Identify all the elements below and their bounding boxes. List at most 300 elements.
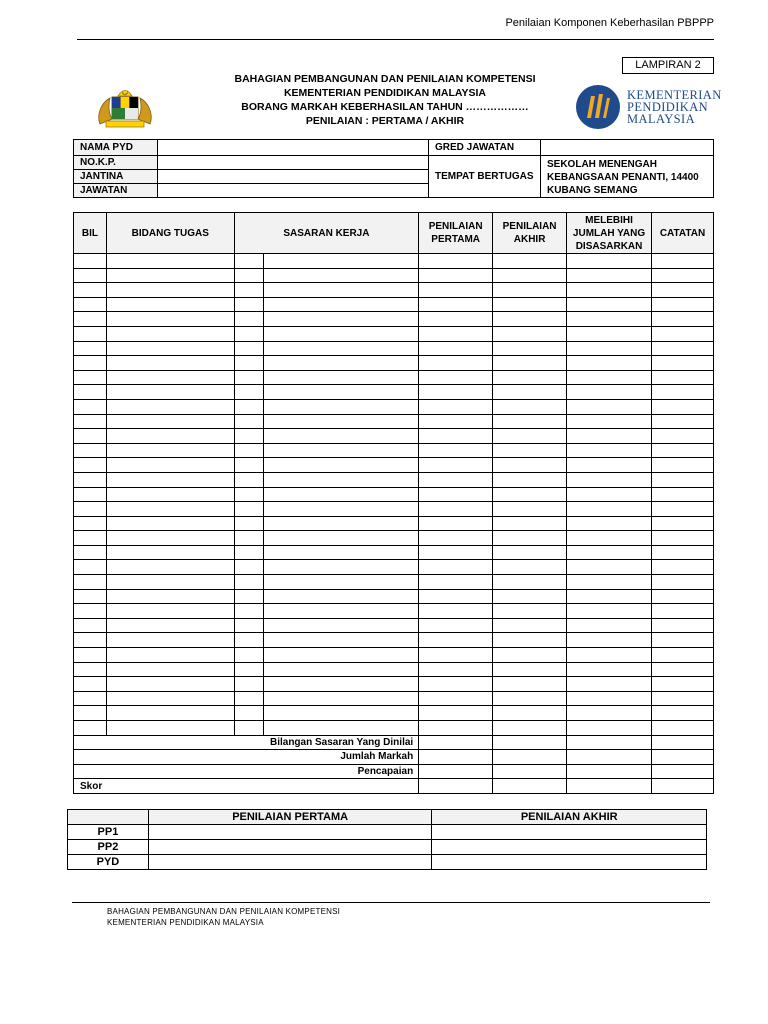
table-row	[74, 575, 714, 590]
sasaran-no-cell[interactable]	[234, 443, 263, 458]
catatan-cell[interactable]	[652, 648, 714, 663]
catatan-cell[interactable]	[652, 429, 714, 444]
bidang-cell[interactable]	[106, 297, 234, 312]
jawatan-field[interactable]	[158, 184, 429, 198]
table-row	[74, 677, 714, 692]
akhir-cell[interactable]	[493, 283, 567, 298]
bil-cell[interactable]	[74, 472, 107, 487]
sasaran-no-cell[interactable]	[234, 545, 263, 560]
sasaran-cell[interactable]	[263, 458, 419, 473]
bil-cell[interactable]	[74, 487, 107, 502]
bilangan-pertama-cell[interactable]	[419, 735, 493, 750]
sasaran-no-cell[interactable]	[234, 370, 263, 385]
catatan-cell[interactable]	[652, 268, 714, 283]
pertama-cell[interactable]	[419, 618, 493, 633]
sasaran-no-cell[interactable]	[234, 254, 263, 269]
sasaran-cell[interactable]	[263, 604, 419, 619]
pertama-cell[interactable]	[419, 706, 493, 721]
bidang-cell[interactable]	[106, 356, 234, 371]
catatan-cell[interactable]	[652, 531, 714, 546]
bil-cell[interactable]	[74, 502, 107, 517]
bidang-cell[interactable]	[106, 545, 234, 560]
pencapaian-akhir-cell[interactable]	[493, 764, 567, 779]
skor-pertama-cell[interactable]	[419, 779, 493, 794]
pertama-cell[interactable]	[419, 458, 493, 473]
pertama-cell[interactable]	[419, 721, 493, 736]
sasaran-no-cell[interactable]	[234, 312, 263, 327]
bil-cell[interactable]	[74, 662, 107, 677]
bidang-cell[interactable]	[106, 312, 234, 327]
pertama-cell[interactable]	[419, 589, 493, 604]
pertama-cell[interactable]	[419, 297, 493, 312]
sasaran-no-cell[interactable]	[234, 487, 263, 502]
catatan-cell[interactable]	[652, 458, 714, 473]
sasaran-cell[interactable]	[263, 648, 419, 663]
sasaran-cell[interactable]	[263, 618, 419, 633]
pertama-cell[interactable]	[419, 560, 493, 575]
sasaran-cell[interactable]	[263, 414, 419, 429]
bidang-cell[interactable]	[106, 502, 234, 517]
pertama-cell[interactable]	[419, 633, 493, 648]
pertama-cell[interactable]	[419, 326, 493, 341]
pertama-cell[interactable]	[419, 429, 493, 444]
skor-melebihi-cell[interactable]	[567, 779, 652, 794]
akhir-cell[interactable]	[493, 604, 567, 619]
sasaran-no-cell[interactable]	[234, 691, 263, 706]
akhir-cell[interactable]	[493, 399, 567, 414]
melebihi-cell[interactable]	[567, 326, 652, 341]
bil-cell[interactable]	[74, 283, 107, 298]
akhir-cell[interactable]	[493, 560, 567, 575]
bidang-cell[interactable]	[106, 370, 234, 385]
bil-cell[interactable]	[74, 297, 107, 312]
pertama-cell[interactable]	[419, 341, 493, 356]
bidang-cell[interactable]	[106, 706, 234, 721]
bil-cell[interactable]	[74, 721, 107, 736]
pencapaian-pertama-cell[interactable]	[419, 764, 493, 779]
melebihi-cell[interactable]	[567, 545, 652, 560]
bil-cell[interactable]	[74, 516, 107, 531]
sasaran-no-cell[interactable]	[234, 502, 263, 517]
bidang-cell[interactable]	[106, 443, 234, 458]
melebihi-cell[interactable]	[567, 618, 652, 633]
sasaran-no-cell[interactable]	[234, 414, 263, 429]
eval-pertama-cell[interactable]	[148, 825, 432, 840]
bidang-cell[interactable]	[106, 341, 234, 356]
bil-cell[interactable]	[74, 429, 107, 444]
sasaran-no-cell[interactable]	[234, 472, 263, 487]
jumlah-catatan-cell[interactable]	[652, 750, 714, 765]
bidang-cell[interactable]	[106, 385, 234, 400]
catatan-cell[interactable]	[652, 560, 714, 575]
akhir-cell[interactable]	[493, 545, 567, 560]
sasaran-cell[interactable]	[263, 472, 419, 487]
catatan-cell[interactable]	[652, 356, 714, 371]
akhir-cell[interactable]	[493, 706, 567, 721]
bil-cell[interactable]	[74, 341, 107, 356]
bidang-cell[interactable]	[106, 662, 234, 677]
sasaran-cell[interactable]	[263, 326, 419, 341]
sasaran-no-cell[interactable]	[234, 560, 263, 575]
melebihi-cell[interactable]	[567, 341, 652, 356]
table-row	[74, 312, 714, 327]
akhir-cell[interactable]	[493, 326, 567, 341]
melebihi-cell[interactable]	[567, 575, 652, 590]
bidang-cell[interactable]	[106, 268, 234, 283]
sasaran-no-cell[interactable]	[234, 618, 263, 633]
akhir-cell[interactable]	[493, 312, 567, 327]
sasaran-cell[interactable]	[263, 254, 419, 269]
bil-cell[interactable]	[74, 370, 107, 385]
bidang-cell[interactable]	[106, 487, 234, 502]
akhir-cell[interactable]	[493, 502, 567, 517]
pertama-cell[interactable]	[419, 575, 493, 590]
bil-cell[interactable]	[74, 356, 107, 371]
melebihi-cell[interactable]	[567, 706, 652, 721]
bidang-cell[interactable]	[106, 283, 234, 298]
pencapaian-melebihi-cell[interactable]	[567, 764, 652, 779]
catatan-cell[interactable]	[652, 341, 714, 356]
melebihi-cell[interactable]	[567, 429, 652, 444]
skor-catatan-cell[interactable]	[652, 779, 714, 794]
sasaran-cell[interactable]	[263, 399, 419, 414]
catatan-cell[interactable]	[652, 502, 714, 517]
akhir-cell[interactable]	[493, 472, 567, 487]
bil-cell[interactable]	[74, 399, 107, 414]
jumlah-pertama-cell[interactable]	[419, 750, 493, 765]
melebihi-cell[interactable]	[567, 370, 652, 385]
akhir-cell[interactable]	[493, 370, 567, 385]
melebihi-cell[interactable]	[567, 487, 652, 502]
catatan-cell[interactable]	[652, 633, 714, 648]
sasaran-cell[interactable]	[263, 545, 419, 560]
catatan-cell[interactable]	[652, 604, 714, 619]
bidang-cell[interactable]	[106, 618, 234, 633]
sasaran-cell[interactable]	[263, 487, 419, 502]
eval-akhir-cell[interactable]	[432, 825, 707, 840]
melebihi-cell[interactable]	[567, 312, 652, 327]
akhir-cell[interactable]	[493, 429, 567, 444]
sasaran-cell[interactable]	[263, 341, 419, 356]
bil-cell[interactable]	[74, 385, 107, 400]
melebihi-cell[interactable]	[567, 254, 652, 269]
melebihi-cell[interactable]	[567, 385, 652, 400]
pertama-cell[interactable]	[419, 648, 493, 663]
melebihi-cell[interactable]	[567, 662, 652, 677]
table-row	[74, 326, 714, 341]
melebihi-cell[interactable]	[567, 721, 652, 736]
bil-cell[interactable]	[74, 648, 107, 663]
sasaran-cell[interactable]	[263, 560, 419, 575]
melebihi-cell[interactable]	[567, 677, 652, 692]
bidang-cell[interactable]	[106, 399, 234, 414]
bil-cell[interactable]	[74, 677, 107, 692]
melebihi-cell[interactable]	[567, 297, 652, 312]
bidang-cell[interactable]	[106, 604, 234, 619]
bidang-cell[interactable]	[106, 633, 234, 648]
bilangan-melebihi-cell[interactable]	[567, 735, 652, 750]
bidang-cell[interactable]	[106, 677, 234, 692]
sasaran-cell[interactable]	[263, 633, 419, 648]
catatan-cell[interactable]	[652, 721, 714, 736]
akhir-cell[interactable]	[493, 516, 567, 531]
catatan-cell[interactable]	[652, 545, 714, 560]
catatan-cell[interactable]	[652, 297, 714, 312]
sasaran-cell[interactable]	[263, 385, 419, 400]
table-row	[74, 502, 714, 517]
jawatan-label: JAWATAN	[74, 184, 158, 198]
melebihi-cell[interactable]	[567, 633, 652, 648]
skor-akhir-cell[interactable]	[493, 779, 567, 794]
sasaran-no-cell[interactable]	[234, 531, 263, 546]
sasaran-no-cell[interactable]	[234, 429, 263, 444]
bidang-cell[interactable]	[106, 575, 234, 590]
pertama-cell[interactable]	[419, 385, 493, 400]
catatan-cell[interactable]	[652, 399, 714, 414]
melebihi-cell[interactable]	[567, 356, 652, 371]
catatan-cell[interactable]	[652, 312, 714, 327]
catatan-cell[interactable]	[652, 370, 714, 385]
gred-jawatan-field[interactable]	[541, 140, 714, 156]
catatan-cell[interactable]	[652, 589, 714, 604]
melebihi-cell[interactable]	[567, 648, 652, 663]
bil-cell[interactable]	[74, 618, 107, 633]
bidang-cell[interactable]	[106, 589, 234, 604]
pertama-cell[interactable]	[419, 691, 493, 706]
sasaran-no-cell[interactable]	[234, 589, 263, 604]
jumlah-melebihi-cell[interactable]	[567, 750, 652, 765]
sasaran-no-cell[interactable]	[234, 385, 263, 400]
pertama-cell[interactable]	[419, 677, 493, 692]
pertama-cell[interactable]	[419, 545, 493, 560]
melebihi-cell[interactable]	[567, 560, 652, 575]
sasaran-cell[interactable]	[263, 516, 419, 531]
melebihi-cell[interactable]	[567, 283, 652, 298]
bil-cell[interactable]	[74, 706, 107, 721]
akhir-cell[interactable]	[493, 721, 567, 736]
bil-cell[interactable]	[74, 545, 107, 560]
akhir-cell[interactable]	[493, 662, 567, 677]
sasaran-no-cell[interactable]	[234, 268, 263, 283]
sasaran-no-cell[interactable]	[234, 575, 263, 590]
nokp-field[interactable]	[158, 156, 429, 170]
bidang-cell[interactable]	[106, 458, 234, 473]
bilangan-akhir-cell[interactable]	[493, 735, 567, 750]
catatan-cell[interactable]	[652, 443, 714, 458]
eval-akhir-cell[interactable]	[432, 855, 707, 870]
sasaran-no-cell[interactable]	[234, 341, 263, 356]
catatan-cell[interactable]	[652, 283, 714, 298]
akhir-cell[interactable]	[493, 677, 567, 692]
akhir-cell[interactable]	[493, 341, 567, 356]
akhir-cell[interactable]	[493, 268, 567, 283]
akhir-cell[interactable]	[493, 633, 567, 648]
pencapaian-catatan-cell[interactable]	[652, 764, 714, 779]
sasaran-no-cell[interactable]	[234, 399, 263, 414]
sasaran-no-cell[interactable]	[234, 662, 263, 677]
bil-cell[interactable]	[74, 589, 107, 604]
sasaran-no-cell[interactable]	[234, 706, 263, 721]
sasaran-cell[interactable]	[263, 662, 419, 677]
bil-cell[interactable]	[74, 254, 107, 269]
sasaran-cell[interactable]	[263, 268, 419, 283]
sasaran-no-cell[interactable]	[234, 604, 263, 619]
catatan-cell[interactable]	[652, 414, 714, 429]
pertama-cell[interactable]	[419, 472, 493, 487]
akhir-cell[interactable]	[493, 385, 567, 400]
catatan-cell[interactable]	[652, 662, 714, 677]
akhir-cell[interactable]	[493, 458, 567, 473]
bil-cell[interactable]	[74, 633, 107, 648]
bidang-cell[interactable]	[106, 691, 234, 706]
bil-cell[interactable]	[74, 414, 107, 429]
pertama-cell[interactable]	[419, 662, 493, 677]
akhir-cell[interactable]	[493, 575, 567, 590]
sasaran-cell[interactable]	[263, 297, 419, 312]
akhir-cell[interactable]	[493, 648, 567, 663]
penilaian-table	[67, 809, 707, 870]
sasaran-cell[interactable]	[263, 312, 419, 327]
bil-cell[interactable]	[74, 443, 107, 458]
bil-cell[interactable]	[74, 604, 107, 619]
catatan-cell[interactable]	[652, 706, 714, 721]
melebihi-cell[interactable]	[567, 531, 652, 546]
melebihi-cell[interactable]	[567, 458, 652, 473]
sasaran-no-cell[interactable]	[234, 721, 263, 736]
bidang-cell[interactable]	[106, 414, 234, 429]
sasaran-no-cell[interactable]	[234, 516, 263, 531]
bil-cell[interactable]	[74, 268, 107, 283]
pertama-cell[interactable]	[419, 516, 493, 531]
melebihi-cell[interactable]	[567, 399, 652, 414]
sasaran-cell[interactable]	[263, 370, 419, 385]
pertama-cell[interactable]	[419, 268, 493, 283]
eval-pertama-cell[interactable]	[148, 855, 432, 870]
sasaran-no-cell[interactable]	[234, 458, 263, 473]
bidang-cell[interactable]	[106, 531, 234, 546]
sasaran-cell[interactable]	[263, 706, 419, 721]
sasaran-cell[interactable]	[263, 575, 419, 590]
pertama-cell[interactable]	[419, 487, 493, 502]
sasaran-cell[interactable]	[263, 721, 419, 736]
akhir-cell[interactable]	[493, 254, 567, 269]
catatan-cell[interactable]	[652, 254, 714, 269]
bidang-cell[interactable]	[106, 472, 234, 487]
bil-cell[interactable]	[74, 560, 107, 575]
bidang-cell[interactable]	[106, 326, 234, 341]
pertama-cell[interactable]	[419, 502, 493, 517]
akhir-cell[interactable]	[493, 589, 567, 604]
bil-cell[interactable]	[74, 531, 107, 546]
catatan-cell[interactable]	[652, 487, 714, 502]
bidang-cell[interactable]	[106, 721, 234, 736]
bidang-cell[interactable]	[106, 429, 234, 444]
eval-pertama-cell[interactable]	[148, 840, 432, 855]
sasaran-no-cell[interactable]	[234, 326, 263, 341]
sasaran-no-cell[interactable]	[234, 633, 263, 648]
bil-cell[interactable]	[74, 326, 107, 341]
pertama-cell[interactable]	[419, 604, 493, 619]
bil-cell[interactable]	[74, 458, 107, 473]
table-row	[74, 662, 714, 677]
sasaran-cell[interactable]	[263, 443, 419, 458]
catatan-cell[interactable]	[652, 326, 714, 341]
melebihi-cell[interactable]	[567, 443, 652, 458]
pertama-cell[interactable]	[419, 399, 493, 414]
pertama-cell[interactable]	[419, 283, 493, 298]
pertama-cell[interactable]	[419, 414, 493, 429]
bil-cell[interactable]	[74, 575, 107, 590]
pertama-cell[interactable]	[419, 370, 493, 385]
sasaran-no-cell[interactable]	[234, 677, 263, 692]
bil-cell[interactable]	[74, 691, 107, 706]
melebihi-cell[interactable]	[567, 691, 652, 706]
pertama-cell[interactable]	[419, 254, 493, 269]
bidang-cell[interactable]	[106, 516, 234, 531]
catatan-cell[interactable]	[652, 677, 714, 692]
pyd-info-table	[73, 139, 714, 198]
akhir-cell[interactable]	[493, 356, 567, 371]
jumlah-akhir-cell[interactable]	[493, 750, 567, 765]
melebihi-cell[interactable]	[567, 268, 652, 283]
pertama-cell[interactable]	[419, 312, 493, 327]
eval-akhir-cell[interactable]	[432, 840, 707, 855]
bidang-cell[interactable]	[106, 254, 234, 269]
melebihi-cell[interactable]	[567, 414, 652, 429]
akhir-cell[interactable]	[493, 531, 567, 546]
sasaran-no-cell[interactable]	[234, 297, 263, 312]
pertama-cell[interactable]	[419, 356, 493, 371]
sasaran-cell[interactable]	[263, 691, 419, 706]
sasaran-no-cell[interactable]	[234, 648, 263, 663]
akhir-cell[interactable]	[493, 443, 567, 458]
akhir-cell[interactable]	[493, 414, 567, 429]
melebihi-cell[interactable]	[567, 604, 652, 619]
sasaran-cell[interactable]	[263, 531, 419, 546]
sasaran-cell[interactable]	[263, 502, 419, 517]
jantina-field[interactable]	[158, 170, 429, 184]
pertama-cell[interactable]	[419, 443, 493, 458]
catatan-cell[interactable]	[652, 385, 714, 400]
sasaran-cell[interactable]	[263, 677, 419, 692]
sasaran-no-cell[interactable]	[234, 356, 263, 371]
akhir-cell[interactable]	[493, 618, 567, 633]
sasaran-no-cell[interactable]	[234, 283, 263, 298]
melebihi-cell[interactable]	[567, 589, 652, 604]
bilangan-catatan-cell[interactable]	[652, 735, 714, 750]
bidang-cell[interactable]	[106, 648, 234, 663]
catatan-cell[interactable]	[652, 691, 714, 706]
pertama-cell[interactable]	[419, 531, 493, 546]
akhir-cell[interactable]	[493, 691, 567, 706]
melebihi-cell[interactable]	[567, 502, 652, 517]
sasaran-cell[interactable]	[263, 283, 419, 298]
akhir-cell[interactable]	[493, 297, 567, 312]
melebihi-cell[interactable]	[567, 472, 652, 487]
melebihi-cell[interactable]	[567, 516, 652, 531]
sasaran-cell[interactable]	[263, 429, 419, 444]
catatan-cell[interactable]	[652, 516, 714, 531]
catatan-cell[interactable]	[652, 575, 714, 590]
bidang-cell[interactable]	[106, 560, 234, 575]
sasaran-cell[interactable]	[263, 356, 419, 371]
nama-pyd-field[interactable]	[158, 140, 429, 156]
catatan-cell[interactable]	[652, 618, 714, 633]
bil-cell[interactable]	[74, 312, 107, 327]
catatan-cell[interactable]	[652, 472, 714, 487]
akhir-cell[interactable]	[493, 487, 567, 502]
sasaran-cell[interactable]	[263, 589, 419, 604]
